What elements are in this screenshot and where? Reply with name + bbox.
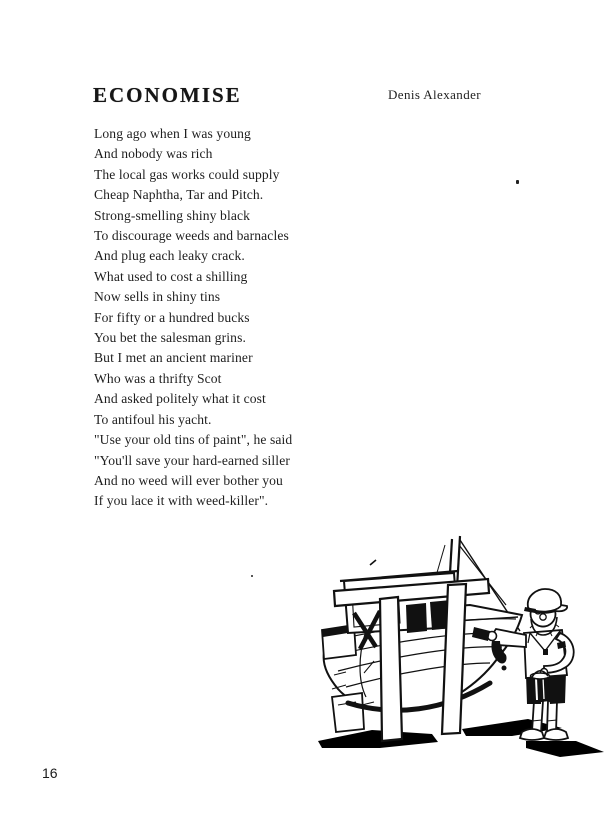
poem-line: And nobody was rich xyxy=(94,146,213,162)
boat-illustration xyxy=(314,535,604,765)
poem-line: You bet the salesman grins. xyxy=(94,330,246,346)
poem-line: To discourage weeds and barnacles xyxy=(94,228,289,244)
page-number: 16 xyxy=(42,765,58,781)
poem-title: ECONOMISE xyxy=(93,83,242,107)
poem-line: Now sells in shiny tins xyxy=(94,289,221,305)
scan-speck xyxy=(516,180,519,184)
scan-tick xyxy=(370,560,376,565)
poem-line: The local gas works could supply xyxy=(94,166,280,182)
poem-line: "Use your old tins of paint", he said xyxy=(94,432,293,448)
poem-line: Who was a thrifty Scot xyxy=(94,370,222,386)
poem-body xyxy=(94,124,292,512)
poem-line: Cheap Naphtha, Tar and Pitch. xyxy=(94,187,264,203)
scan-speck xyxy=(251,575,253,577)
poem-line: And no weed will ever bother you xyxy=(94,472,283,488)
poem-line: For fifty or a hundred bucks xyxy=(94,309,250,325)
poem-line: If you lace it with weed-killer". xyxy=(94,493,269,509)
poem-line: But I met an ancient mariner xyxy=(94,350,253,366)
poem-line: To antifoul his yacht. xyxy=(94,411,212,427)
poem-line: Long ago when I was young xyxy=(94,126,251,141)
poem-line: And asked politely what it cost xyxy=(94,391,266,407)
poem-line: What used to cost a shilling xyxy=(94,268,248,284)
poem-line: And plug each leaky crack. xyxy=(94,248,245,264)
poem-line: Strong-smelling shiny black xyxy=(94,207,250,223)
poem-line: "You'll save your hard-earned siller xyxy=(94,452,290,468)
poem-author: Denis Alexander xyxy=(388,87,482,102)
